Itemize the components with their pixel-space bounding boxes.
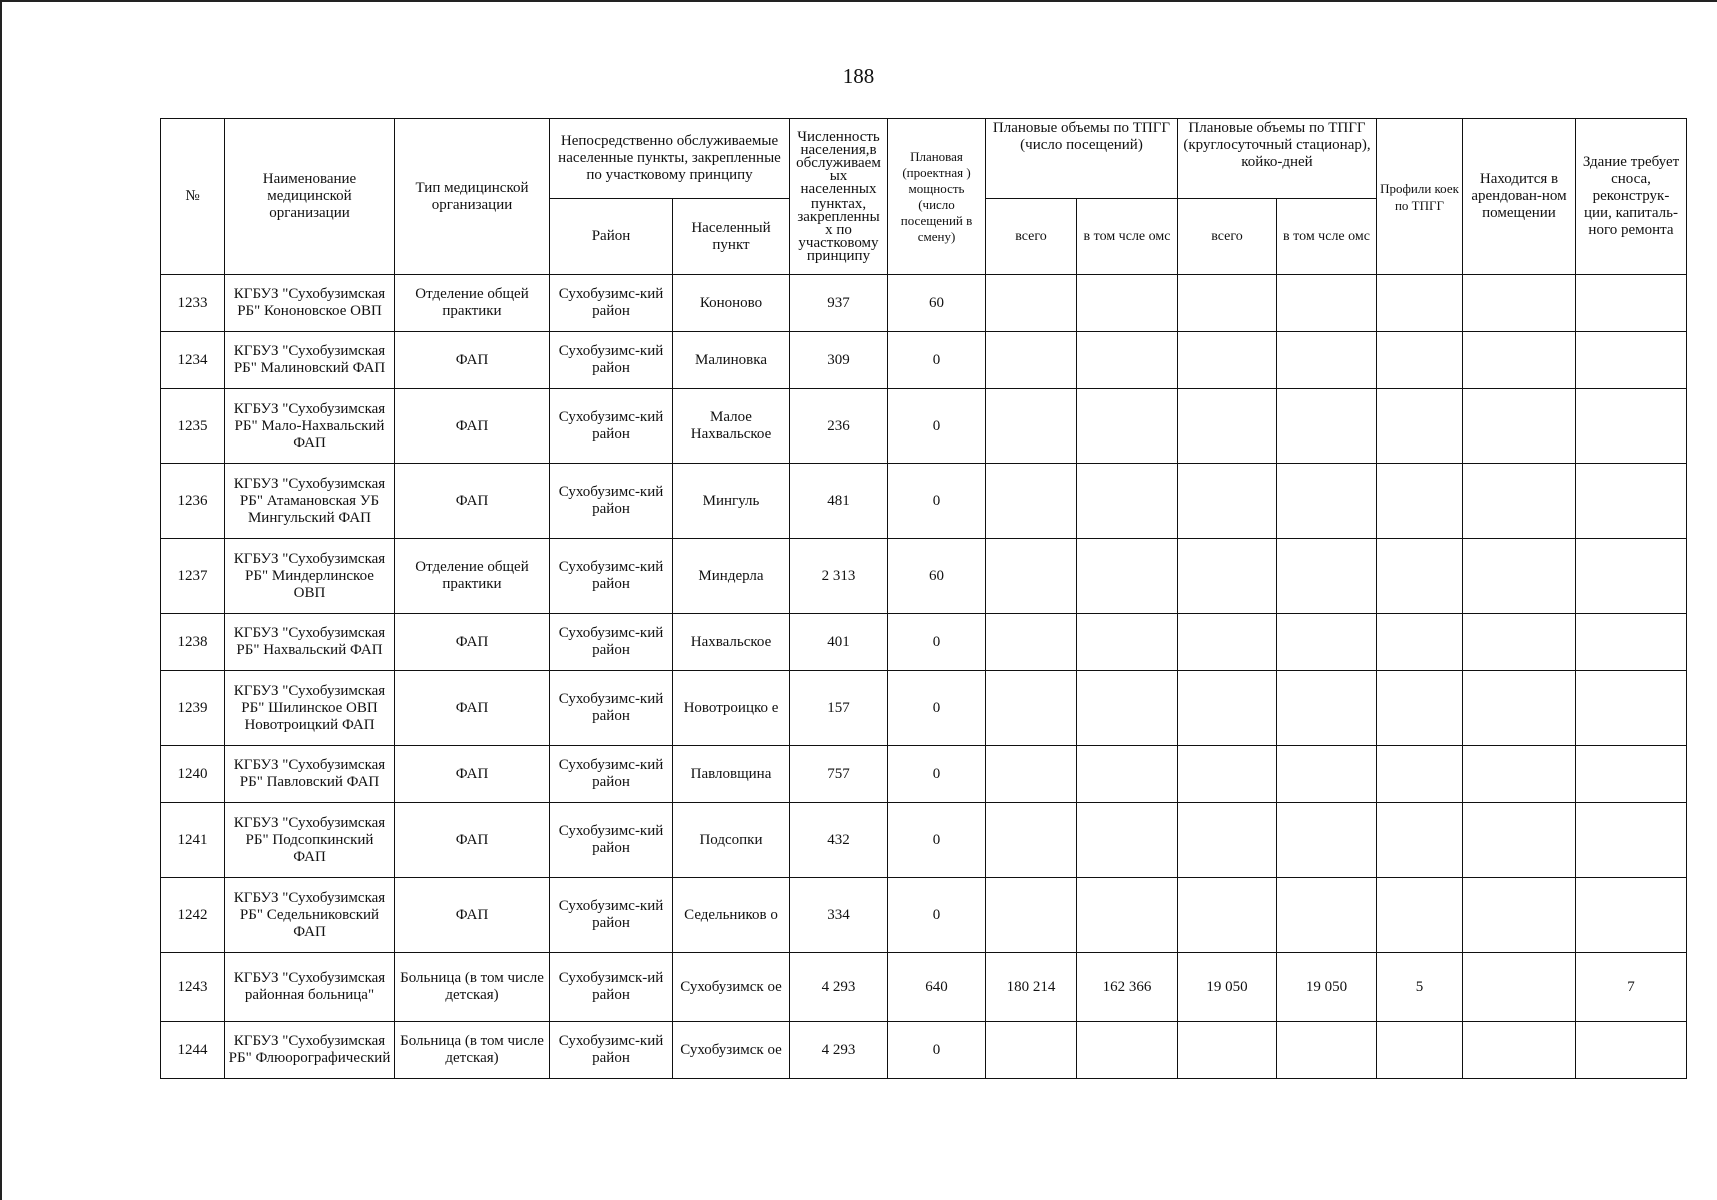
row-locality: Кононово xyxy=(673,275,790,332)
row-visits-oms xyxy=(1077,1022,1178,1079)
table-row xyxy=(161,539,1687,614)
row-building xyxy=(1576,389,1687,464)
row-capacity: 0 xyxy=(888,746,986,803)
row-type: ФАП xyxy=(395,671,550,746)
page-number: 188 xyxy=(842,64,875,88)
header-capacity-bottom: (число посещений в смену) xyxy=(900,196,973,244)
row-beds-total xyxy=(1178,671,1277,746)
row-building xyxy=(1576,614,1687,671)
header-tpgg-beds: Плановые объемы по ТПГГ (круглосуточный стационар), койко-дней xyxy=(1178,119,1377,199)
header-population-top: Численность населения,в обслуживаем ых населенных xyxy=(796,128,881,197)
row-capacity: 60 xyxy=(888,539,986,614)
row-beds-total xyxy=(1178,1022,1277,1079)
row-rented xyxy=(1463,1022,1576,1079)
row-rented xyxy=(1463,614,1576,671)
row-district: Сухобузимс-кий район xyxy=(550,746,673,803)
header-visits-total: всего xyxy=(986,199,1077,275)
row-visits-total xyxy=(986,746,1077,803)
header-beds-total: всего xyxy=(1178,199,1277,275)
row-number: 1241 xyxy=(161,803,225,878)
row-district: Сухобузимс-кий район xyxy=(550,389,673,464)
row-district: Сухобузимс-кий район xyxy=(550,614,673,671)
row-population: 481 xyxy=(790,464,888,539)
row-visits-total xyxy=(986,539,1077,614)
row-locality: Мингуль xyxy=(673,464,790,539)
row-population: 157 xyxy=(790,671,888,746)
row-bed-profiles xyxy=(1377,803,1463,878)
row-number: 1233 xyxy=(161,275,225,332)
row-locality: Седельников о xyxy=(673,878,790,953)
table-row xyxy=(161,878,1687,953)
row-rented xyxy=(1463,275,1576,332)
row-capacity: 0 xyxy=(888,1022,986,1079)
header-building: Здание требует сноса, реконструк-ции, капиталь-ного ремонта xyxy=(1576,119,1687,275)
row-building xyxy=(1576,878,1687,953)
row-type: Отделение общей практики xyxy=(395,275,550,332)
row-population: 432 xyxy=(790,803,888,878)
row-number: 1244 xyxy=(161,1022,225,1079)
row-bed-profiles xyxy=(1377,539,1463,614)
row-visits-total xyxy=(986,389,1077,464)
table-row xyxy=(161,275,1687,332)
row-rented xyxy=(1463,671,1576,746)
row-name: КГБУЗ "Сухобузимская РБ" Седельниковский ФАП xyxy=(225,878,395,953)
row-beds-total xyxy=(1178,464,1277,539)
row-capacity: 0 xyxy=(888,671,986,746)
row-population: 937 xyxy=(790,275,888,332)
row-name: КГБУЗ "Сухобузимская РБ" Шилинское ОВП Новотроицкий ФАП xyxy=(225,671,395,746)
row-capacity: 60 xyxy=(888,275,986,332)
row-visits-oms: 162 366 xyxy=(1077,953,1178,1022)
row-type: Больница (в том числе детская) xyxy=(395,1022,550,1079)
row-district: Сухобузимс-кий район xyxy=(550,539,673,614)
header-type: Тип медицинской организации xyxy=(395,119,550,275)
row-type: ФАП xyxy=(395,332,550,389)
header-num: № xyxy=(161,119,225,275)
row-population: 757 xyxy=(790,746,888,803)
row-visits-total xyxy=(986,878,1077,953)
table-row xyxy=(161,746,1687,803)
row-type: ФАП xyxy=(395,746,550,803)
row-name: КГБУЗ "Сухобузимская РБ" Павловский ФАП xyxy=(225,746,395,803)
row-building xyxy=(1576,803,1687,878)
header-direct-served: Непосредственно обслуживаемые населенные пункты, закрепленные по участковому принципу xyxy=(550,119,790,199)
row-bed-profiles xyxy=(1377,332,1463,389)
row-beds-oms xyxy=(1277,464,1377,539)
row-visits-oms xyxy=(1077,539,1178,614)
row-locality: Миндерла xyxy=(673,539,790,614)
row-visits-total xyxy=(986,803,1077,878)
header-name: Наименование медицинской организации xyxy=(225,119,395,275)
row-name: КГБУЗ "Сухобузимская РБ" Подсопкинский ФАП xyxy=(225,803,395,878)
page-frame-top xyxy=(0,0,1717,2)
row-locality: Сухобузимск ое xyxy=(673,953,790,1022)
row-district: Сухобузимс-кий район xyxy=(550,332,673,389)
row-beds-oms xyxy=(1277,614,1377,671)
row-bed-profiles xyxy=(1377,1022,1463,1079)
row-visits-oms xyxy=(1077,803,1178,878)
row-name: КГБУЗ "Сухобузимская РБ" Миндерлинское ОВП xyxy=(225,539,395,614)
row-number: 1238 xyxy=(161,614,225,671)
row-rented xyxy=(1463,464,1576,539)
row-visits-oms xyxy=(1077,332,1178,389)
header-population xyxy=(790,119,888,275)
row-capacity: 0 xyxy=(888,464,986,539)
header-district: Район xyxy=(550,199,673,275)
row-rented xyxy=(1463,332,1576,389)
row-name: КГБУЗ "Сухобузимская РБ" Мало-Нахвальский ФАП xyxy=(225,389,395,464)
row-beds-oms xyxy=(1277,332,1377,389)
row-beds-oms xyxy=(1277,746,1377,803)
row-district: Сухобузимс-кий район xyxy=(550,464,673,539)
row-number: 1242 xyxy=(161,878,225,953)
table-row xyxy=(161,464,1687,539)
row-locality: Сухобузимск ое xyxy=(673,1022,790,1079)
row-number: 1235 xyxy=(161,389,225,464)
row-locality: Павловщина xyxy=(673,746,790,803)
table-body xyxy=(161,275,1687,1079)
row-locality: Малиновка xyxy=(673,332,790,389)
row-building xyxy=(1576,464,1687,539)
row-district: Сухобузимс-кий район xyxy=(550,275,673,332)
row-capacity: 0 xyxy=(888,614,986,671)
row-capacity: 0 xyxy=(888,803,986,878)
row-district: Сухобузимс-кий район xyxy=(550,803,673,878)
facilities-table xyxy=(160,118,1687,1079)
row-building xyxy=(1576,275,1687,332)
row-type: Больница (в том числе детская) xyxy=(395,953,550,1022)
header-locality: Населенный пункт xyxy=(673,199,790,275)
row-bed-profiles xyxy=(1377,389,1463,464)
row-building xyxy=(1576,746,1687,803)
page-frame-left xyxy=(0,0,2,1200)
row-beds-oms xyxy=(1277,275,1377,332)
row-beds-oms xyxy=(1277,389,1377,464)
row-beds-total xyxy=(1178,803,1277,878)
header-rented: Находится в арендован-ном помещении xyxy=(1463,119,1576,275)
row-locality: Подсопки xyxy=(673,803,790,878)
row-type: ФАП xyxy=(395,878,550,953)
row-population: 2 313 xyxy=(790,539,888,614)
row-capacity: 0 xyxy=(888,332,986,389)
row-rented xyxy=(1463,878,1576,953)
row-locality: Новотроицко е xyxy=(673,671,790,746)
row-building xyxy=(1576,332,1687,389)
table-row xyxy=(161,614,1687,671)
row-capacity: 640 xyxy=(888,953,986,1022)
table-row xyxy=(161,389,1687,464)
row-type: ФАП xyxy=(395,614,550,671)
row-type: ФАП xyxy=(395,389,550,464)
row-locality: Нахвальское xyxy=(673,614,790,671)
row-visits-total xyxy=(986,464,1077,539)
row-rented xyxy=(1463,953,1576,1022)
header-beds-oms: в том чсле омс xyxy=(1277,199,1377,275)
row-population: 309 xyxy=(790,332,888,389)
row-district: Сухобузимс-кий район xyxy=(550,671,673,746)
row-beds-oms xyxy=(1277,1022,1377,1079)
row-locality: Малое Нахвальское xyxy=(673,389,790,464)
row-district: Сухобузимс-кий район xyxy=(550,1022,673,1079)
row-visits-total xyxy=(986,671,1077,746)
row-bed-profiles xyxy=(1377,671,1463,746)
row-beds-total xyxy=(1178,746,1277,803)
row-beds-total xyxy=(1178,878,1277,953)
row-rented xyxy=(1463,803,1576,878)
row-district: Сухобузимск-ий район xyxy=(550,953,673,1022)
row-beds-oms xyxy=(1277,671,1377,746)
row-visits-oms xyxy=(1077,275,1178,332)
table-row xyxy=(161,671,1687,746)
row-rented xyxy=(1463,389,1576,464)
header-visits-oms: в том чсле омс xyxy=(1077,199,1178,275)
row-population: 4 293 xyxy=(790,953,888,1022)
row-visits-total xyxy=(986,332,1077,389)
row-rented xyxy=(1463,539,1576,614)
row-building xyxy=(1576,539,1687,614)
row-type: ФАП xyxy=(395,803,550,878)
row-name: КГБУЗ "Сухобузимская РБ" Кононовское ОВП xyxy=(225,275,395,332)
row-beds-total xyxy=(1178,275,1277,332)
row-name: КГБУЗ "Сухобузимская районная больница" xyxy=(225,953,395,1022)
row-number: 1239 xyxy=(161,671,225,746)
row-visits-total xyxy=(986,1022,1077,1079)
row-population: 4 293 xyxy=(790,1022,888,1079)
header-population-bottom: пунктах, закрепленны х по участковому принципу xyxy=(797,195,880,264)
row-visits-oms xyxy=(1077,671,1178,746)
row-beds-oms: 19 050 xyxy=(1277,953,1377,1022)
row-name: КГБУЗ "Сухобузимская РБ" Малиновский ФАП xyxy=(225,332,395,389)
row-number: 1236 xyxy=(161,464,225,539)
row-beds-total xyxy=(1178,389,1277,464)
row-population: 334 xyxy=(790,878,888,953)
row-bed-profiles xyxy=(1377,746,1463,803)
row-visits-total xyxy=(986,275,1077,332)
table-row xyxy=(161,953,1687,1022)
row-beds-oms xyxy=(1277,803,1377,878)
row-visits-total: 180 214 xyxy=(986,953,1077,1022)
table-row xyxy=(161,1022,1687,1079)
row-beds-total xyxy=(1178,332,1277,389)
row-building xyxy=(1576,671,1687,746)
header-tpgg-visits: Плановые объемы по ТПГГ (число посещений) xyxy=(986,119,1178,199)
row-rented xyxy=(1463,746,1576,803)
row-beds-total: 19 050 xyxy=(1178,953,1277,1022)
row-visits-oms xyxy=(1077,614,1178,671)
header-capacity xyxy=(888,119,986,275)
row-number: 1234 xyxy=(161,332,225,389)
row-number: 1240 xyxy=(161,746,225,803)
table-row xyxy=(161,332,1687,389)
row-bed-profiles: 5 xyxy=(1377,953,1463,1022)
row-building: 7 xyxy=(1576,953,1687,1022)
row-bed-profiles xyxy=(1377,464,1463,539)
row-visits-oms xyxy=(1077,746,1178,803)
row-beds-oms xyxy=(1277,539,1377,614)
row-number: 1237 xyxy=(161,539,225,614)
row-capacity: 0 xyxy=(888,878,986,953)
row-type: Отделение общей практики xyxy=(395,539,550,614)
row-name: КГБУЗ "Сухобузимская РБ" Атамановская УБ Мингульский ФАП xyxy=(225,464,395,539)
row-visits-oms xyxy=(1077,878,1178,953)
header-bed-profiles: Профили коек по ТПГГ xyxy=(1377,119,1463,275)
row-capacity: 0 xyxy=(888,389,986,464)
row-bed-profiles xyxy=(1377,275,1463,332)
row-visits-oms xyxy=(1077,464,1178,539)
row-number: 1243 xyxy=(161,953,225,1022)
row-building xyxy=(1576,1022,1687,1079)
header-capacity-top: Плановая (проектная ) мощность xyxy=(902,148,971,196)
row-type: ФАП xyxy=(395,464,550,539)
row-population: 401 xyxy=(790,614,888,671)
table-header xyxy=(161,119,1687,275)
row-beds-total xyxy=(1178,539,1277,614)
row-beds-oms xyxy=(1277,878,1377,953)
row-visits-oms xyxy=(1077,389,1178,464)
table-row xyxy=(161,803,1687,878)
row-visits-total xyxy=(986,614,1077,671)
row-district: Сухобузимс-кий район xyxy=(550,878,673,953)
row-bed-profiles xyxy=(1377,614,1463,671)
row-beds-total xyxy=(1178,614,1277,671)
row-name: КГБУЗ "Сухобузимская РБ" Флюорографический xyxy=(225,1022,395,1079)
row-bed-profiles xyxy=(1377,878,1463,953)
row-population: 236 xyxy=(790,389,888,464)
row-name: КГБУЗ "Сухобузимская РБ" Нахвальский ФАП xyxy=(225,614,395,671)
